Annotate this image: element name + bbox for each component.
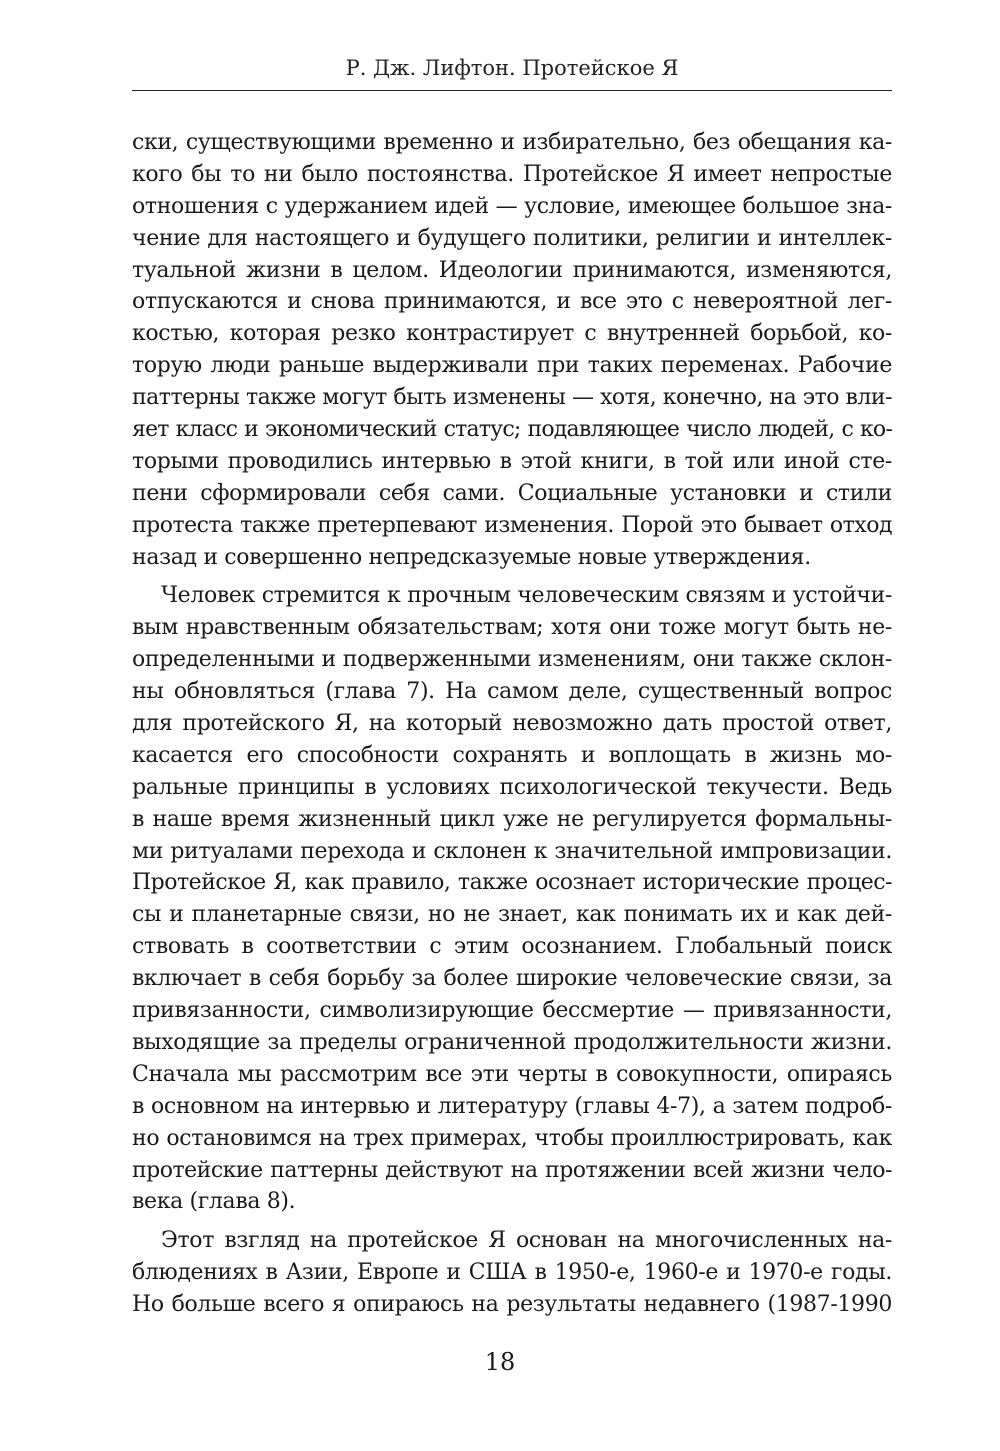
text-line: вым нравственным обязательствам; хотя они тоже могут быть не- bbox=[132, 615, 892, 641]
text-line: протеста также претерпевают изменения. Порой это бывает отход bbox=[132, 512, 892, 538]
text-line: в наше время жизненный цикл уже не регулируется формальны- bbox=[132, 806, 892, 832]
text-line: назад и совершенно непредсказуемые новые утверждения. bbox=[132, 544, 811, 570]
text-line: привязанности, символизирующие бессмертие — привязанности, bbox=[132, 998, 892, 1024]
text-line: протейские паттерны действуют на протяжении всей жизни чело- bbox=[132, 1157, 892, 1183]
text-line: отпускаются и снова принимаются, и все это с невероятной лег- bbox=[132, 289, 892, 315]
text-line: яет класс и экономический статус; подавляющее число людей, с ко- bbox=[132, 417, 892, 443]
text-line: Сначала мы рассмотрим все эти черты в совокупности, опираясь bbox=[132, 1061, 892, 1087]
running-head: Р. Дж. Лифтон. Протейское Я bbox=[345, 56, 679, 80]
text-line: для протейского Я, на который невозможно дать простой ответ, bbox=[132, 711, 892, 737]
text-line: костью, которая резко контрастирует с внутренней борьбой, ко- bbox=[132, 321, 892, 347]
text-line: пени сформировали себя сами. Социальные установки и стили bbox=[132, 480, 892, 506]
text-line: определенными и подверженными изменениям, они также склон- bbox=[132, 647, 892, 673]
text-line: но остановимся на трех примерах, чтобы проиллюстрировать, как bbox=[132, 1125, 892, 1151]
text-line: ствовать в соответствии с этим осознанием. Глобальный поиск bbox=[132, 934, 892, 960]
text-line: века (глава 8). bbox=[132, 1189, 296, 1215]
paragraph bbox=[132, 1225, 892, 1321]
text-line: паттерны также могут быть изменены — хотя, конечно, на это вли- bbox=[132, 385, 892, 411]
text-line: туальной жизни в целом. Идеологии принимаются, изменяются, bbox=[132, 257, 892, 283]
text-line: ми ритуалами перехода и склонен к значительной импровизации. bbox=[132, 838, 892, 864]
text-line: Но больше всего я опираюсь на результаты недавнего (1987-1990 bbox=[132, 1292, 892, 1318]
paragraph bbox=[132, 127, 892, 573]
paragraph bbox=[132, 580, 892, 1218]
text-line: ны обновляться (глава 7). На самом деле, существенный вопрос bbox=[132, 679, 892, 705]
text-line: ральные принципы в условиях психологической текучести. Ведь bbox=[132, 774, 892, 800]
text-line: Человек стремится к прочным человеческим связям и устойчи- bbox=[161, 583, 892, 609]
text-line: блюдениях в Азии, Европе и США в 1950-е, 1960-е и 1970-е годы. bbox=[132, 1260, 892, 1286]
text-line: ски, существующими временно и избирательно, без обещания ка- bbox=[132, 130, 892, 155]
header-rule bbox=[132, 90, 892, 91]
text-line: Этот взгляд на протейское Я основан на многочисленных на- bbox=[161, 1228, 892, 1254]
text-line: отношения с удержанием идей — условие, имеющее большое зна- bbox=[132, 193, 892, 219]
text-line: выходящие за пределы ограниченной продолжительности жизни. bbox=[132, 1029, 892, 1055]
page-number: 18 bbox=[484, 1348, 516, 1376]
text-line: Протейское Я, как правило, также осознает исторические процес- bbox=[132, 870, 892, 896]
text-line: торую люди раньше выдерживали при таких переменах. Рабочие bbox=[132, 353, 892, 379]
text-line: в основном на интервью и литературу (главы 4-7), а затем подроб- bbox=[132, 1093, 892, 1119]
text-line: торыми проводились интервью в этой книги, в той или иной сте- bbox=[132, 448, 892, 474]
body-text bbox=[132, 127, 892, 1321]
text-line: касается его способности сохранять и воплощать в жизнь мо- bbox=[132, 742, 892, 768]
text-line: кого бы то ни было постоянства. Протейское Я имеет непростые bbox=[132, 161, 892, 187]
text-line: сы и планетарные связи, но не знает, как понимать их и как дей- bbox=[132, 902, 892, 928]
text-line: включает в себя борьбу за более широкие человеческие связи, за bbox=[132, 966, 892, 992]
text-line: чение для настоящего и будущего политики, религии и интеллек- bbox=[132, 225, 892, 251]
